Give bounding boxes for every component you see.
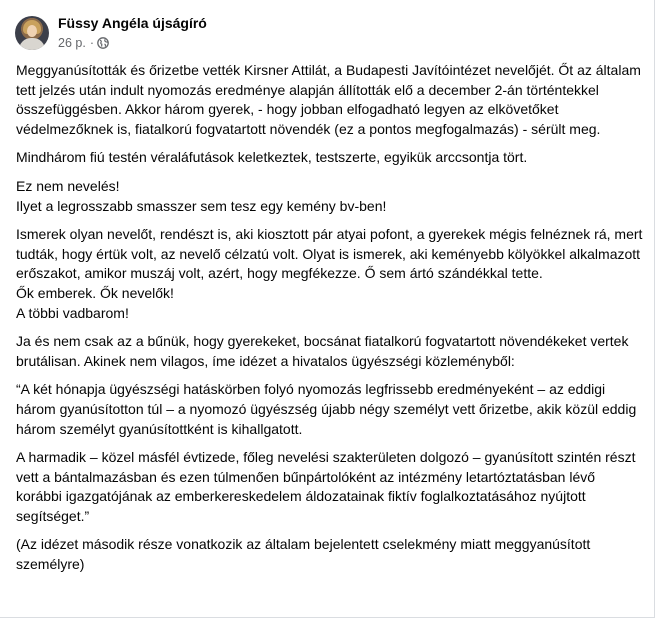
post-paragraph: Mindhárom fiú testén véraláfutások keletkeztek, testszerte, egyikük arccsontja tört. <box>16 149 528 166</box>
author-name[interactable]: Füssy Angéla újságíró <box>58 15 207 31</box>
post-paragraph: (Az idézet második része vonatkozik az általam bejelentett cselekmény miatt meggyanúsított személyre) <box>16 536 591 573</box>
meta-separator: · <box>89 36 94 50</box>
post-paragraph: A harmadik – közel másfél évtizede, főleg nevelési szakterületen dolgozó – gyanúsított szintén részt vett a bántalmazásban és ezen túlmenően bűnpártolóként az intézmény letartóztatásban lévő korábbi igazgatójának az emberkereskedelem áldozatainak fiktív foglalkoztatásához nyújtott segítséget.” <box>16 449 636 524</box>
post-timestamp[interactable]: 26 p. <box>58 36 86 50</box>
globe-icon[interactable] <box>97 37 109 49</box>
post-header <box>15 14 207 51</box>
avatar[interactable] <box>15 16 49 50</box>
post-paragraph: Meggyanúsították és őrizetbe vették Kirsner Attilát, a Budapesti Javítóintézet nevelőjét. Őt az általam tett jelzés után indult nyomozás eredménye alapján állították elő a december 2-án történtekkel összefüggésben. Akkor három gyerek, - hogy jobban elfogadható legyen az elkövetőket védelmezőknek is, fiatalkorú fogvatartott növendék (ez a pontos megfogalmazás) - sérült meg. <box>16 62 641 137</box>
post-paragraph: Ez nem nevelés! Ilyet a legrosszabb smasszer sem tesz egy kemény bv-ben! <box>16 177 387 214</box>
post-body <box>16 61 644 584</box>
post-paragraph: Ismerek olyan nevelőt, rendészt is, aki kiosztott pár atyai pofont, a gyerekek mégis felnéznek rá, mert tudták, hogy értük volt, az nevelő célzatú volt. Olyat is ismerek, aki keményebb kölyökkel alkalmazott erőszakot, amikor muszáj volt, azért, hogy megfékezze. Ő sem ártó szándékkal tette. Ők emberek. Ők nevelők! A többi vadbarom! <box>16 226 643 321</box>
post-paragraph: Ja és nem csak az a bűnük, hogy gyerekeket, bocsánat fiatalkorú fogvatartott növendékeket vertek brutálisan. Akinek nem vilagos, íme idézet a hivatalos ügyészségi közleményből: <box>16 333 629 369</box>
avatar-face <box>27 25 37 37</box>
author-block <box>58 14 207 51</box>
post-paragraph: “A két hónapja ügyészségi hatáskörben folyó nyomozás legfrissebb eredményeként – az eddigi három gyanúsítotton túl – a nyomozó ügyészség újabb négy személyt vett őrizetbe, akik közül eddig három személyt gyanúsítottként is kihallgatott. <box>16 381 637 437</box>
post-meta <box>58 35 207 51</box>
avatar-body <box>19 38 45 50</box>
